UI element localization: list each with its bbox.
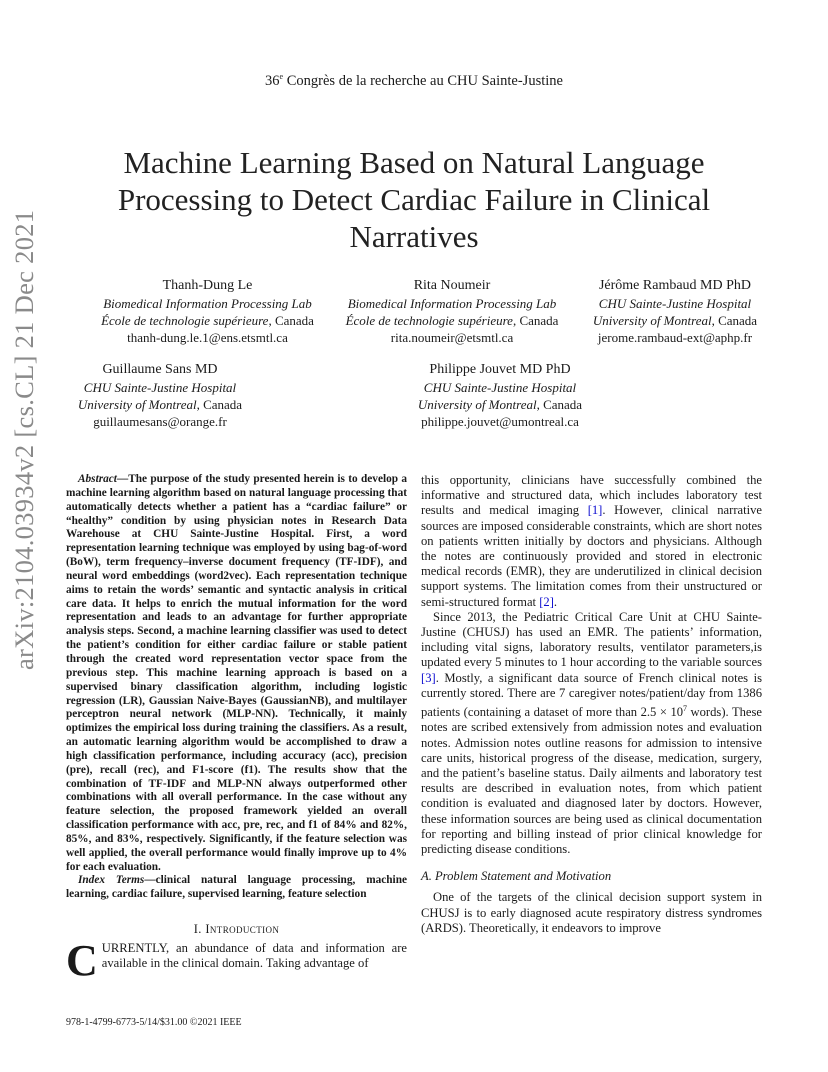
- citation-link[interactable]: [3]: [421, 670, 436, 685]
- arxiv-stamp: arXiv:2104.03934v2 [cs.CL] 21 Dec 2021: [9, 209, 39, 670]
- author-affiliation: University of Montreal, Canada: [77, 397, 243, 412]
- author-affiliation: École de technologie supérieure, Canada: [101, 313, 314, 328]
- author-email: jerome.rambaud-ext@aphp.fr: [597, 330, 753, 345]
- paper-title: Machine Learning Based on Natural Language Processing to Detect Cardiac Failure in Clinical Narratives: [117, 145, 711, 254]
- author-affiliation: CHU Sainte-Justine Hospital: [598, 296, 752, 311]
- author-name: Jérôme Rambaud MD PhD: [598, 278, 752, 293]
- author-block: [582, 277, 768, 346]
- author-name: Thanh-Dung Le: [162, 278, 253, 293]
- author-name: Guillaume Sans MD: [102, 362, 218, 377]
- footer-copyright: 978-1-4799-6773-5/14/$31.00 ©2021 IEEE: [66, 1017, 242, 1028]
- author-email: thanh-dung.le.1@ens.etsmtl.ca: [127, 330, 288, 345]
- citation-link[interactable]: [1]: [587, 503, 603, 518]
- author-block: [328, 277, 576, 346]
- subsection-heading: A. Problem Statement and Motivation: [421, 869, 612, 884]
- author-affiliation: CHU Sainte-Justine Hospital: [83, 380, 237, 395]
- paragraph: this opportunity, clinicians have successfully combined the informative and structured data, which includes laboratory test results and medical imaging [1]. However, clinical narrative sources are imposed considerable constraints, which are short notes on patients written initially by doctors and physicians. Although the notes are continuously provided and stored in electronic medical records (EMR), they are underutilized in clinical decision support systems. The limitation comes from their unstructured or semi-structured format [2].: [421, 473, 762, 609]
- intro-paragraph: CURRENTLY, an abundance of data and information are available in the clinical domain. Taking advantage of: [66, 936, 407, 985]
- author-affiliation: Biomedical Information Processing Lab: [103, 296, 312, 311]
- abstract-text: —The purpose of the study presented herein is to develop a machine learning algorithm based on natural language processing that automatically detects whether a patient has a “cardiac failure” or “healthy” condition by using physician notes in Research Data Warehouse at CHU Sainte-Justine Hospital. First, a word representation learning technique was employed by using bag-of-word (BoW), term frequency–inverse document frequency (TF-IDF), and neural word embeddings (word2vec). Each representation technique aims to retain the words’ semantic and syntactic analysis in critical care data. It helps to enrich the mutual information for the word representation and leads to an advantage for further appropriate analysis steps. Second, a machine learning classifier was used to detect the patient’s condition for either cardiac failure or stable patient through the created word representation vector space from the previous step. This machine learning approach is based on a supervised binary classification algorithm, including logistic regression (LR), Gaussian Naive-Bayes (GaussianNB), and multilayer perceptron neural network (MLP-NN). Technically, it mainly optimizes the empirical loss during training the classifiers. As a result, an automatic learning algorithm would be accomplished to draw a high classification performance, including accuracy (acc), precision (pre), recall (rec), and F1-score (f1). The results show that the combination of TF-IDF and MLP-NN always outperformed other combinations with all overall performance. In the case without any feature selection, the proposed framework yielded an overall classification performance with acc, pre, rec, and f1 of 84% and 82%, 85%, and 83%, respectively. Significantly, if the feature selection was well applied, the overall performance would finally improve up to 4% for each evaluation.: [66, 473, 407, 873]
- author-email: philippe.jouvet@umontreal.ca: [421, 414, 579, 429]
- author-affiliation: École de technologie supérieure, Canada: [345, 313, 559, 328]
- author-name: Rita Noumeir: [413, 278, 491, 293]
- author-affiliation: University of Montreal, Canada: [417, 397, 583, 412]
- index-terms-text: —clinical natural language processing, machine learning, cardiac failure, supervised learning, feature selection: [66, 874, 407, 901]
- index-terms-label: Index Terms: [78, 874, 145, 887]
- author-email: rita.noumeir@etsmtl.ca: [390, 330, 514, 345]
- author-name: Philippe Jouvet MD PhD: [429, 362, 571, 377]
- author-affiliation: University of Montreal, Canada: [592, 313, 758, 328]
- author-affiliation: CHU Sainte-Justine Hospital: [423, 380, 577, 395]
- author-block: [80, 277, 335, 346]
- author-email: guillaumesans@orange.fr: [93, 414, 227, 429]
- abstract-label: Abstract: [78, 473, 117, 485]
- author-affiliation: Biomedical Information Processing Lab: [347, 296, 557, 311]
- author-block: [400, 361, 600, 430]
- right-column: [421, 473, 762, 936]
- section-heading: I. Introduction: [193, 922, 280, 936]
- paragraph: One of the targets of the clinical decision support system in CHUSJ is to early diagnosed acute respiratory distress syndromes (ARDS). Theoretically, it endeavors to improve: [421, 890, 762, 935]
- citation-link[interactable]: [2]: [539, 594, 554, 609]
- paragraph: Since 2013, the Pediatric Critical Care Unit at CHU Sainte-Justine (CHUSJ) has used an EMR. The patients’ information, including vital signs, laboratory results, ventilator parameters,is updated every 5 minutes to 1 hour according to the variable sources [3]. Mostly, a significant data source of French clinical notes is currently stored. There are 7 caregiver notes/patient/day from 1386 patients (containing a dataset of more than $2.5 \times 10^7$ words). These notes are scribed extensively from admission notes and evaluation notes. Admission notes outline reasons for admission to intensive care units, historical progress of the disease, medication, surgery, and the patient’s baseline status. Daily ailments and laboratory test results are described in evaluation notes, from which patient condition is evaluated and diagnosed later by doctors. However, these information sources are being used as clinical documentation for reporting and billing instead of prior clinical knowledge for predicting disease conditions.: [421, 609, 763, 857]
- author-block: [60, 361, 260, 430]
- conference-header: 36e Congrès de la recherche au CHU Sainte-Justine: [265, 72, 563, 89]
- drop-cap: C: [66, 936, 98, 985]
- abstract: [66, 473, 407, 902]
